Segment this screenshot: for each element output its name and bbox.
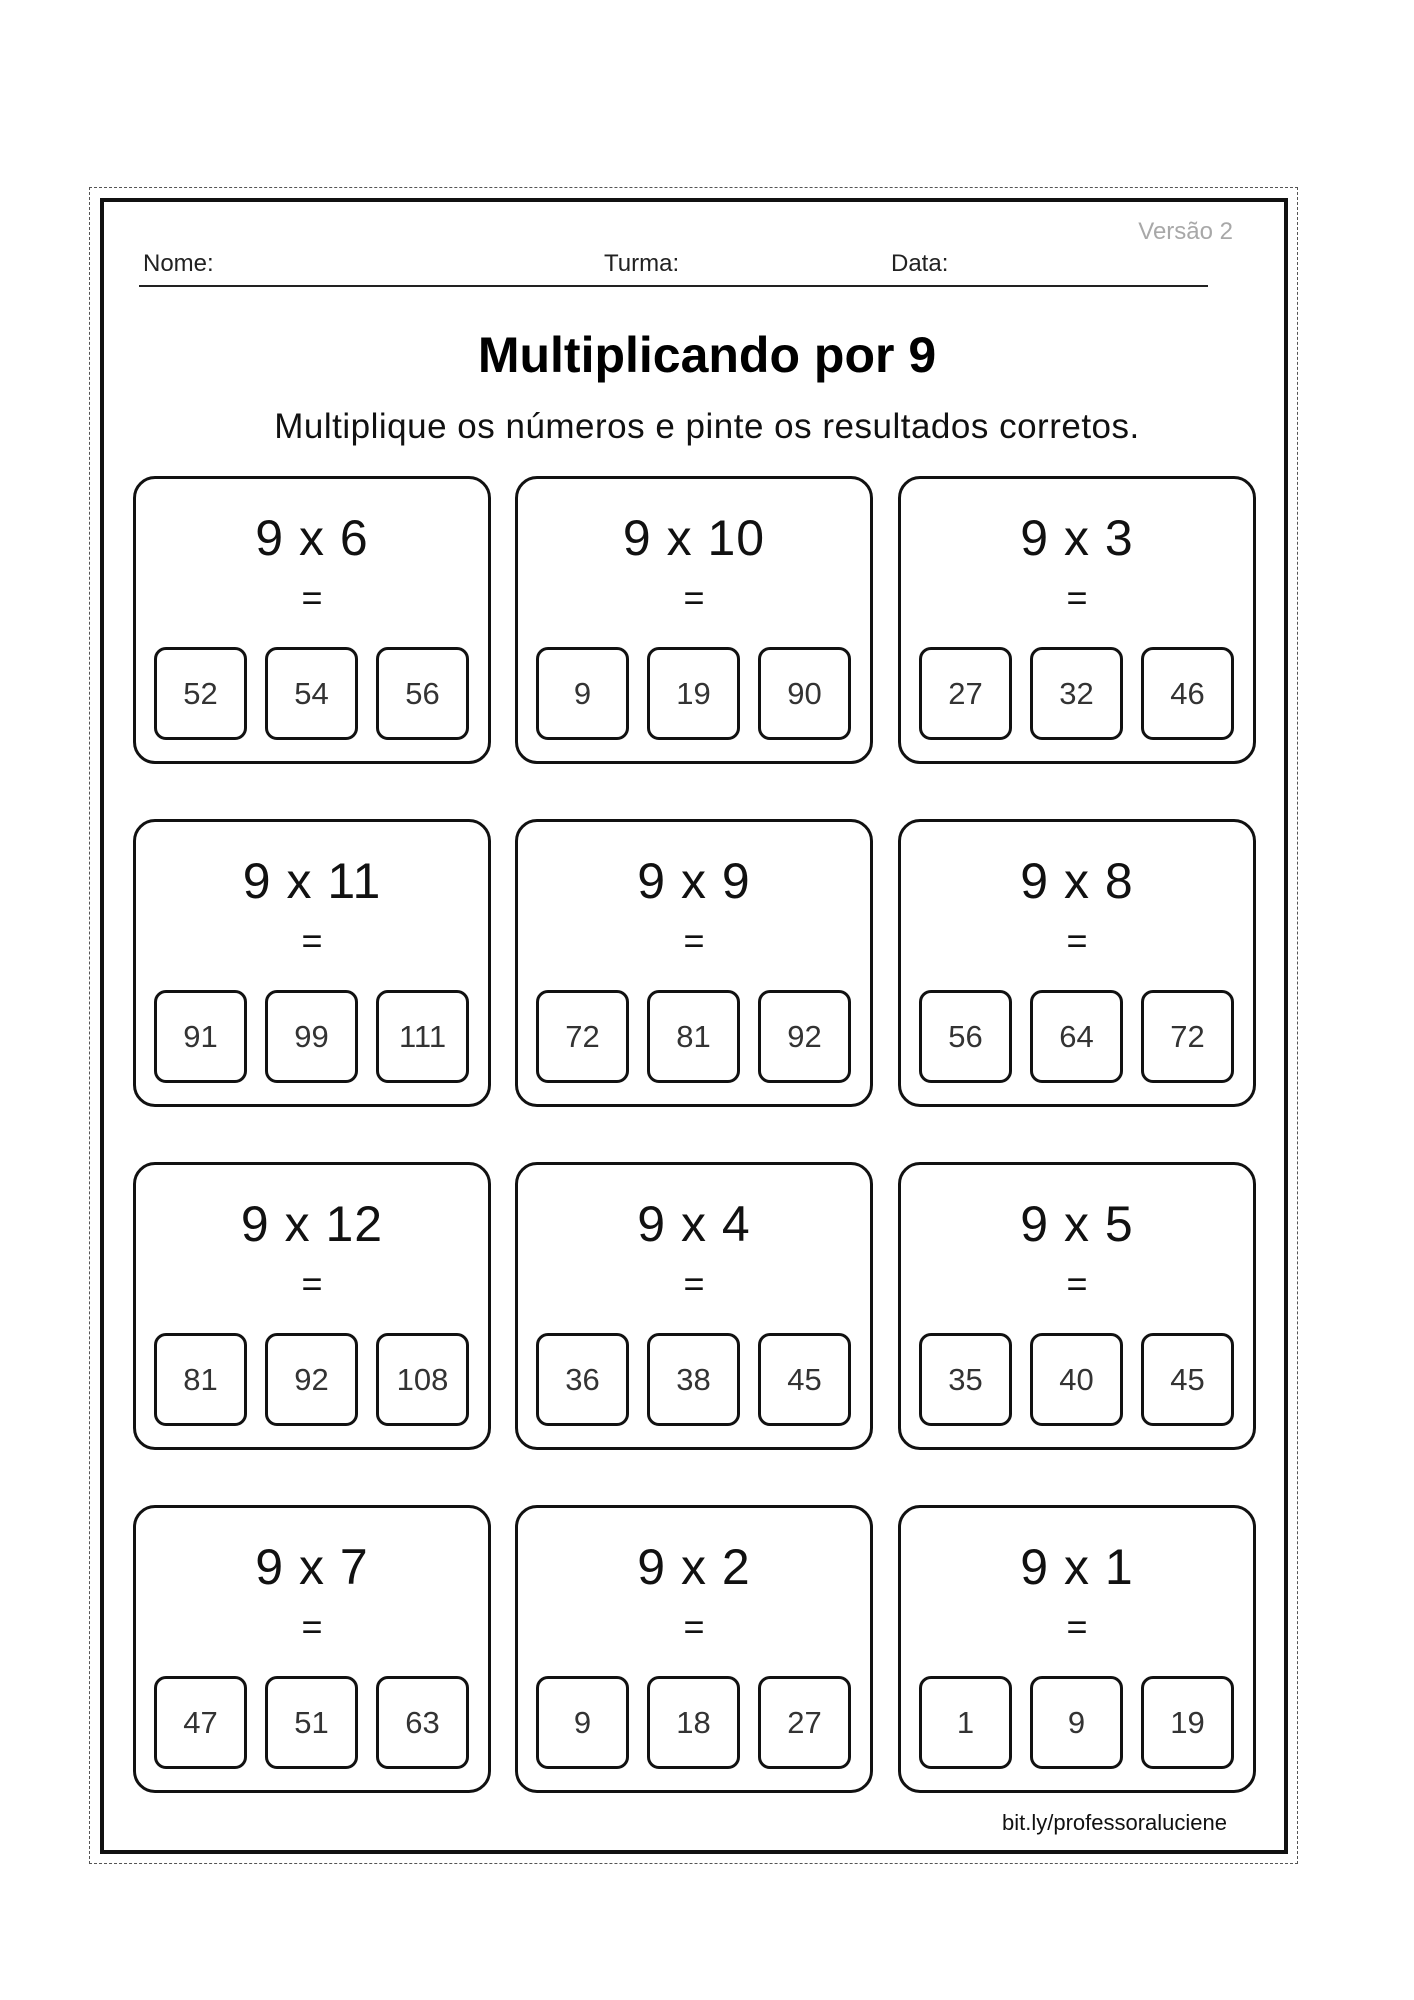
- answer-options: [536, 1676, 856, 1770]
- equals-sign: =: [683, 1263, 705, 1304]
- name-label: Nome:: [143, 250, 214, 277]
- problem-card: [898, 1505, 1256, 1793]
- answer-option[interactable]: 72: [1141, 990, 1234, 1083]
- header-write-line[interactable]: [139, 285, 1208, 287]
- answer-option[interactable]: 64: [1030, 990, 1123, 1083]
- answer-option[interactable]: 81: [647, 990, 740, 1083]
- answer-option[interactable]: 56: [376, 647, 469, 740]
- equals-sign: =: [683, 577, 705, 618]
- answer-option[interactable]: 9: [536, 1676, 629, 1769]
- problem-card: [133, 1162, 491, 1450]
- answer-option[interactable]: 18: [647, 1676, 740, 1769]
- class-label: Turma:: [604, 250, 680, 277]
- answer-options: [154, 1676, 474, 1770]
- problem-expression: 9 x 3: [1020, 510, 1134, 566]
- problem-expression: 9 x 1: [1020, 1539, 1134, 1595]
- problem-card: [515, 476, 873, 764]
- answer-option[interactable]: 35: [919, 1333, 1012, 1426]
- answer-option[interactable]: 19: [1141, 1676, 1234, 1769]
- answer-option[interactable]: 47: [154, 1676, 247, 1769]
- answer-option[interactable]: 90: [758, 647, 851, 740]
- answer-options: [154, 990, 474, 1084]
- answer-options: [919, 990, 1239, 1084]
- answer-options: [536, 1333, 856, 1427]
- answer-option[interactable]: 92: [758, 990, 851, 1083]
- answer-option[interactable]: 32: [1030, 647, 1123, 740]
- equals-sign: =: [301, 577, 323, 618]
- footer-link: bit.ly/professoraluciene: [1001, 1810, 1227, 1835]
- equals-sign: =: [1066, 1263, 1088, 1304]
- problem-expression: 9 x 8: [1020, 853, 1134, 909]
- equals-sign: =: [683, 920, 705, 961]
- equals-sign: =: [301, 920, 323, 961]
- answer-option[interactable]: 45: [1141, 1333, 1234, 1426]
- problem-card: [515, 1162, 873, 1450]
- problem-card: [133, 476, 491, 764]
- answer-option[interactable]: 54: [265, 647, 358, 740]
- equals-sign: =: [301, 1263, 323, 1304]
- answer-option[interactable]: 19: [647, 647, 740, 740]
- problem-expression: 9 x 11: [242, 853, 382, 909]
- answer-options: [536, 990, 856, 1084]
- problem-card: [898, 1162, 1256, 1450]
- problem-expression: 9 x 12: [240, 1196, 384, 1252]
- answer-option[interactable]: 52: [154, 647, 247, 740]
- answer-option[interactable]: 40: [1030, 1333, 1123, 1426]
- problem-expression: 9 x 2: [637, 1539, 751, 1595]
- problem-expression: 9 x 6: [255, 510, 369, 566]
- equals-sign: =: [1066, 920, 1088, 961]
- answer-options: [919, 1333, 1239, 1427]
- problem-card: [515, 819, 873, 1107]
- answer-options: [154, 647, 474, 741]
- equals-sign: =: [1066, 577, 1088, 618]
- answer-option[interactable]: 63: [376, 1676, 469, 1769]
- answer-option[interactable]: 99: [265, 990, 358, 1083]
- version-label: Versão 2: [1138, 218, 1233, 245]
- problem-card: [515, 1505, 873, 1793]
- answer-option[interactable]: 9: [1030, 1676, 1123, 1769]
- answer-option[interactable]: 27: [919, 647, 1012, 740]
- answer-option[interactable]: 45: [758, 1333, 851, 1426]
- problem-expression: 9 x 5: [1020, 1196, 1134, 1252]
- answer-option[interactable]: 46: [1141, 647, 1234, 740]
- page-title: Multiplicando por 9: [477, 327, 937, 383]
- answer-options: [919, 1676, 1239, 1770]
- problem-expression: 9 x 7: [255, 1539, 369, 1595]
- equals-sign: =: [301, 1606, 323, 1647]
- answer-option[interactable]: 1: [919, 1676, 1012, 1769]
- problem-expression: 9 x 4: [637, 1196, 751, 1252]
- answer-option[interactable]: 91: [154, 990, 247, 1083]
- answer-option[interactable]: 9: [536, 647, 629, 740]
- answer-option[interactable]: 92: [265, 1333, 358, 1426]
- problem-card: [898, 476, 1256, 764]
- answer-options: [536, 647, 856, 741]
- answer-option[interactable]: 51: [265, 1676, 358, 1769]
- answer-option[interactable]: 27: [758, 1676, 851, 1769]
- answer-option[interactable]: 36: [536, 1333, 629, 1426]
- problem-expression: 9 x 9: [637, 853, 751, 909]
- answer-options: [919, 647, 1239, 741]
- answer-option[interactable]: 108: [376, 1333, 469, 1426]
- answer-option[interactable]: 72: [536, 990, 629, 1083]
- date-label: Data:: [891, 250, 949, 277]
- problem-card: [133, 1505, 491, 1793]
- answer-option[interactable]: 38: [647, 1333, 740, 1426]
- problem-card: [898, 819, 1256, 1107]
- answer-option[interactable]: 81: [154, 1333, 247, 1426]
- equals-sign: =: [683, 1606, 705, 1647]
- equals-sign: =: [1066, 1606, 1088, 1647]
- answer-options: [154, 1333, 474, 1427]
- answer-option[interactable]: 56: [919, 990, 1012, 1083]
- answer-option[interactable]: 111: [376, 990, 469, 1083]
- instructions: Multiplique os números e pinte os resultados corretos.: [274, 407, 1140, 446]
- problem-expression: 9 x 10: [622, 510, 766, 566]
- problem-card: [133, 819, 491, 1107]
